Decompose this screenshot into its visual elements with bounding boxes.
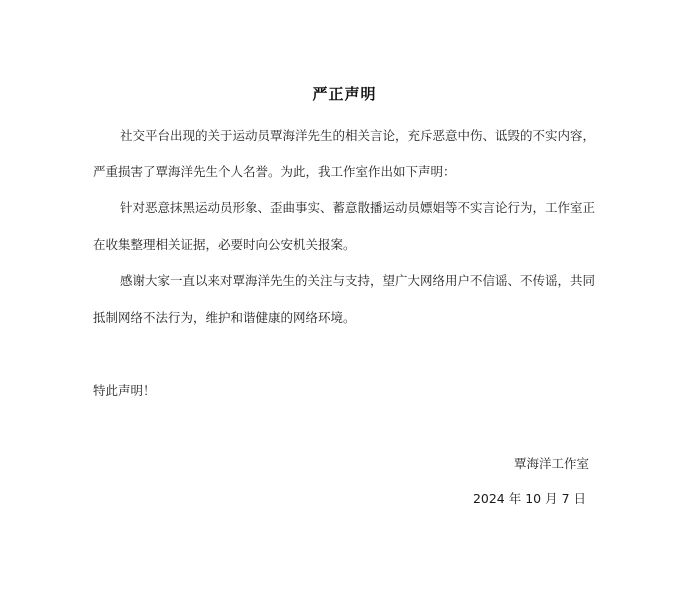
paragraph-line: 感谢大家一直以来对覃海洋先生的关注与支持，望广大网络用户不信谣、不传谣，共同 bbox=[120, 273, 596, 288]
paragraph-line: 社交平台出现的关于运动员覃海洋先生的相关言论，充斥恶意中伤、诋毁的不实内容， bbox=[120, 128, 596, 143]
paragraph-line: 抵制网络不法行为，维护和谐健康的网络环境。 bbox=[93, 310, 356, 325]
paragraph-line: 严重损害了覃海洋先生个人名誉。为此，我工作室作出如下声明： bbox=[93, 164, 456, 179]
paragraph-line: 在收集整理相关证据，必要时向公安机关报案。 bbox=[93, 237, 356, 252]
paragraph-line: 针对恶意抹黑运动员形象、歪曲事实、蓄意散播运动员嫖娼等不实言论行为，工作室正 bbox=[120, 200, 596, 215]
document-title: 严正声明 bbox=[312, 85, 377, 103]
closing-line: 特此声明！ bbox=[93, 383, 156, 398]
signature-date: 2024 年 10 月 7 日 bbox=[472, 491, 586, 506]
signature-studio-name: 覃海洋工作室 bbox=[513, 456, 589, 471]
